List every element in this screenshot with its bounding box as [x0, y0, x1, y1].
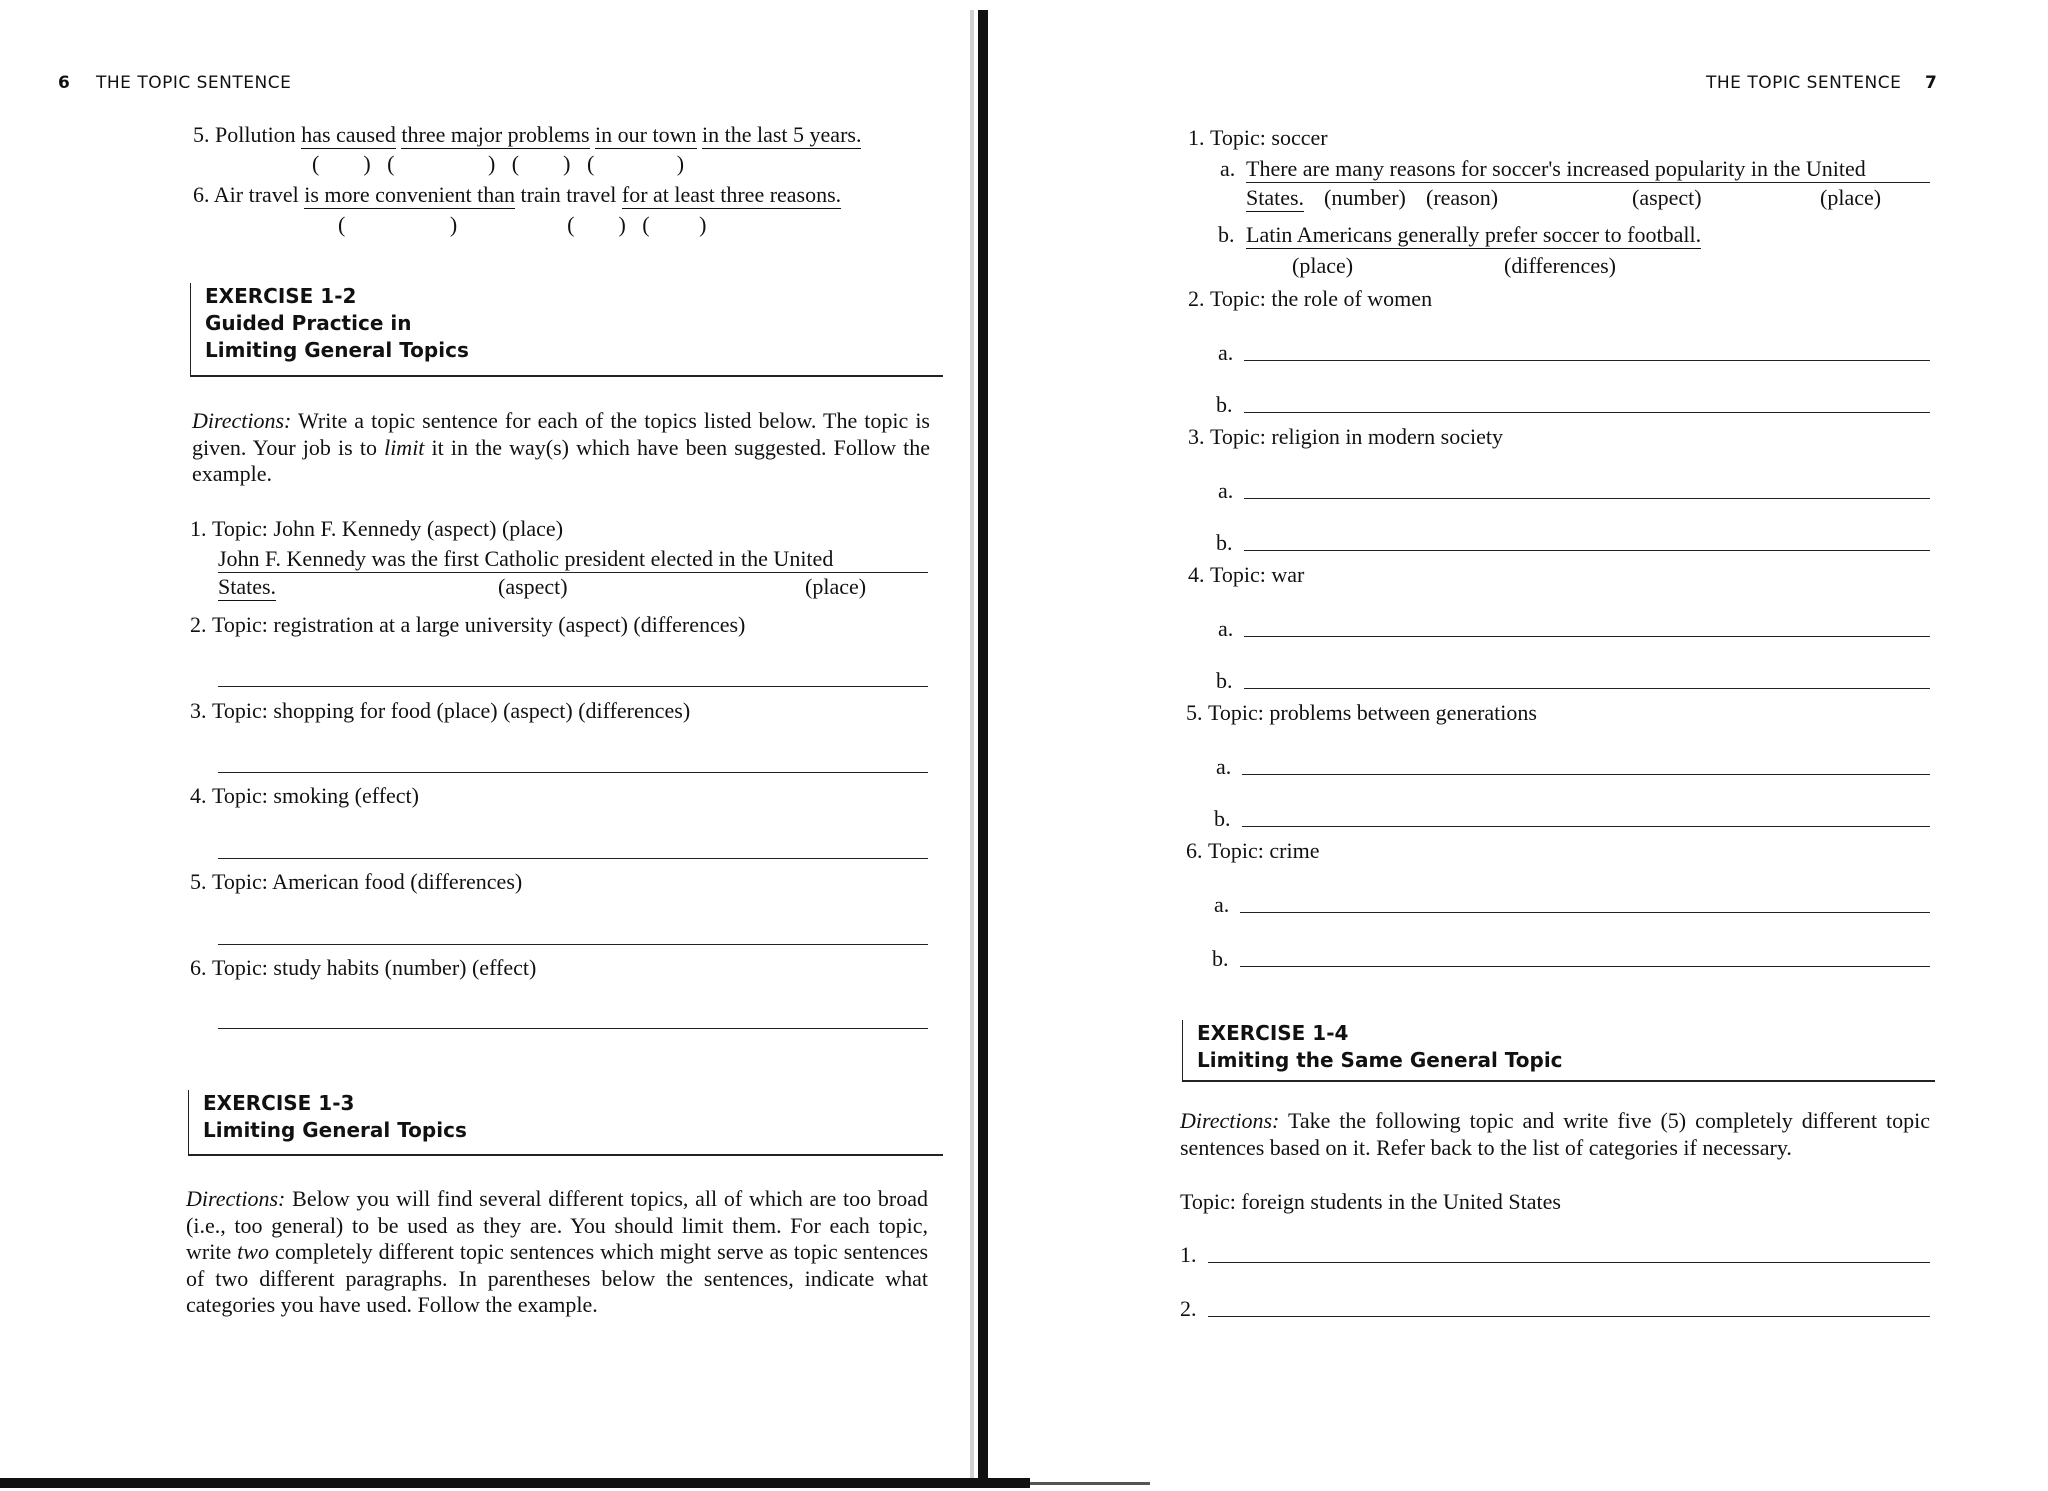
ex-1-4-answer-line-1[interactable] — [1208, 1262, 1930, 1263]
item-5-sentence: 5. Pollution has caused three major problems in our town in the last 5 years. — [193, 122, 862, 147]
soccer-a-category-place: (place) — [1820, 185, 1882, 210]
exercise-1-3-heading: EXERCISE 1-3 Limiting General Topics — [188, 1090, 943, 1156]
right-running-head: THE TOPIC SENTENCE — [1706, 73, 1902, 93]
ex-1-4-answer-1-label: 1. — [1180, 1242, 1197, 1267]
ex-1-4-answer-2-label: 2. — [1180, 1296, 1197, 1321]
right-topic-1: 1. Topic: soccer — [1188, 125, 1328, 150]
ex-1-2-answer-line-5[interactable] — [218, 944, 928, 945]
right-page-number: 7 — [1925, 73, 1938, 93]
exercise-1-4-directions: Directions: Take the following topic and write five (5) completely different topic sentences based on it. Refer back to the list of categories if necessary. — [1180, 1108, 1930, 1160]
topic-4-a-label: a. — [1218, 616, 1234, 641]
book-spine — [978, 10, 988, 1480]
topic-3-b-answer-line[interactable] — [1244, 550, 1930, 551]
page-bottom-edge-right — [1030, 1482, 1150, 1485]
topic-6-b-label: b. — [1212, 946, 1229, 971]
soccer-a-line-1: There are many reasons for soccer's increased popularity in the United — [1246, 156, 1866, 181]
left-page-number: 6 — [58, 73, 71, 93]
right-topic-5: 5. Topic: problems between generations — [1186, 700, 1537, 725]
ex-1-4-answer-line-2[interactable] — [1208, 1316, 1930, 1317]
item-5-parentheses: ( ) ( ) ( ) ( ) — [312, 151, 685, 176]
soccer-a-category-reason: (reason) — [1426, 185, 1499, 210]
topic-2-b-answer-line[interactable] — [1244, 412, 1930, 413]
right-topic-4: 4. Topic: war — [1188, 562, 1305, 587]
page-bottom-edge — [0, 1478, 1030, 1488]
item-6-sentence: 6. Air travel is more convenient than train travel for at least three reasons. — [193, 182, 842, 207]
exercise-1-3-directions: Directions: Below you will find several different topics, all of which are too broad (i.e., too general) to be used as they are. You should limit them. For each topic, write two completely different topic sentences which might serve as topic sentences of two different paragraphs. In parentheses below the sentences, indicate what categories you have used. Follow the example. — [186, 1186, 929, 1317]
topic-2-a-label: a. — [1218, 340, 1234, 365]
soccer-b-category-differences: (differences) — [1504, 253, 1616, 278]
topic-3-b-label: b. — [1216, 530, 1233, 555]
topic-4-b-answer-line[interactable] — [1244, 688, 1930, 689]
right-topic-3: 3. Topic: religion in modern society — [1188, 424, 1503, 449]
soccer-a-label: a. — [1220, 156, 1236, 181]
ex-1-2-topic-3: 3. Topic: shopping for food (place) (aspect) (differences) — [190, 698, 691, 723]
soccer-b-line: Latin Americans generally prefer soccer to football. — [1246, 222, 1702, 247]
topic-5-a-answer-line[interactable] — [1242, 774, 1930, 775]
ex-1-2-example-category-aspect: (aspect) — [498, 574, 568, 599]
ex-1-2-topic-4: 4. Topic: smoking (effect) — [190, 783, 419, 808]
ex-1-2-topic-5: 5. Topic: American food (differences) — [190, 869, 523, 894]
ex-1-2-example-line-2: States. — [218, 574, 277, 599]
left-running-head: THE TOPIC SENTENCE — [96, 73, 292, 93]
right-topic-2: 2. Topic: the role of women — [1188, 286, 1433, 311]
ex-1-2-example-category-place: (place) — [805, 574, 867, 599]
right-topic-6: 6. Topic: crime — [1186, 838, 1320, 863]
exercise-1-2-heading: EXERCISE 1-2 Guided Practice in Limiting General Topics — [190, 283, 943, 377]
ex-1-2-answer-line-4[interactable] — [218, 858, 928, 859]
ex-1-2-topic-1: 1. Topic: John F. Kennedy (aspect) (place) — [190, 516, 564, 541]
soccer-a-category-number: (number) — [1324, 185, 1406, 210]
exercise-1-4-topic: Topic: foreign students in the United States — [1180, 1189, 1561, 1214]
topic-5-a-label: a. — [1216, 754, 1232, 779]
soccer-b-label: b. — [1218, 222, 1235, 247]
topic-2-b-label: b. — [1216, 392, 1233, 417]
ex-1-2-answer-line-3[interactable] — [218, 772, 928, 773]
topic-5-b-label: b. — [1214, 806, 1231, 831]
topic-3-a-answer-line[interactable] — [1244, 498, 1930, 499]
topic-6-a-answer-line[interactable] — [1240, 912, 1930, 913]
exercise-1-2-directions: Directions: Write a topic sentence for each of the topics listed below. The topic is given. Your job is to limit it in the way(s) which have been suggested. Follow the example. — [192, 408, 930, 486]
soccer-a-category-aspect: (aspect) — [1632, 185, 1702, 210]
topic-5-b-answer-line[interactable] — [1242, 826, 1930, 827]
ex-1-2-answer-line-6[interactable] — [218, 1028, 928, 1029]
ex-1-2-example-line-1: John F. Kennedy was the first Catholic president elected in the United — [218, 546, 834, 571]
topic-4-a-answer-line[interactable] — [1244, 636, 1930, 637]
ex-1-2-topic-2: 2. Topic: registration at a large university (aspect) (differences) — [190, 612, 746, 637]
book-spine-shadow — [970, 10, 974, 1480]
soccer-a-line-2: States. — [1246, 185, 1305, 210]
topic-2-a-answer-line[interactable] — [1244, 360, 1930, 361]
item-6-parentheses: ( ) ( ) ( ) — [338, 212, 707, 237]
topic-6-a-label: a. — [1214, 892, 1230, 917]
ex-1-2-example-underline — [218, 572, 928, 573]
topic-6-b-answer-line[interactable] — [1240, 966, 1930, 967]
topic-3-a-label: a. — [1218, 478, 1234, 503]
ex-1-2-answer-line-2[interactable] — [218, 686, 928, 687]
ex-1-2-topic-6: 6. Topic: study habits (number) (effect) — [190, 955, 537, 980]
soccer-a-underline — [1246, 182, 1930, 183]
soccer-b-category-place: (place) — [1292, 253, 1354, 278]
exercise-1-4-heading: EXERCISE 1-4 Limiting the Same General Topic — [1182, 1020, 1935, 1082]
topic-4-b-label: b. — [1216, 668, 1233, 693]
